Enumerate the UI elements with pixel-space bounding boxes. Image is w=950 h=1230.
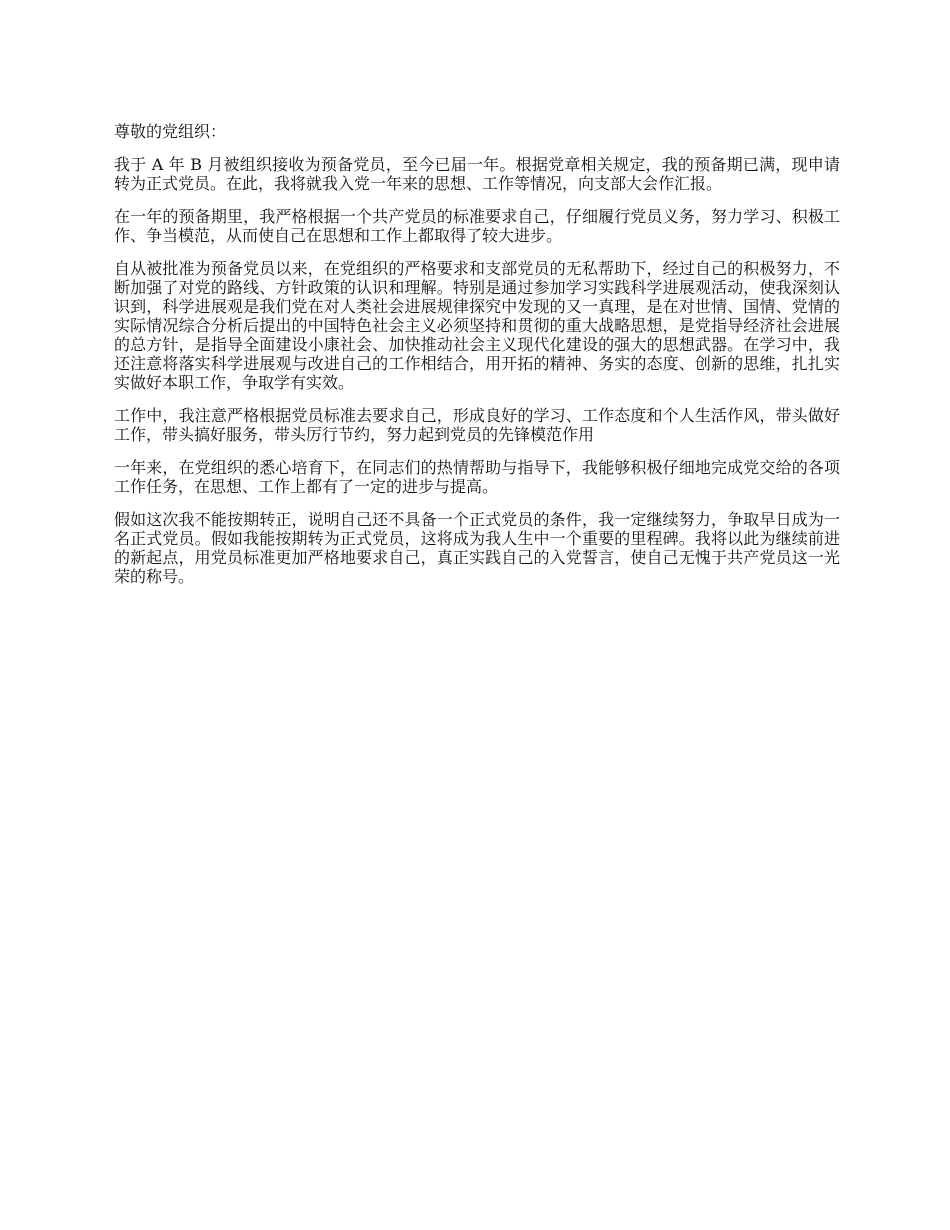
paragraph-1: 我于 A 年 B 月被组织接收为预备党员，至今已届一年。根据党章相关规定，我的预备期已满，现申请转为正式党员。在此，我将就我入党一年来的思想、工作等情况，向支部大会作汇报。 [114,155,840,193]
salutation: 尊敬的党组织： [114,122,227,141]
document-body [114,122,840,600]
paragraph-3: 自从被批准为预备党员以来，在党组织的严格要求和支部党员的无私帮助下，经过自己的积极努力，不断加强了对党的路线、方针政策的认识和理解。特别是通过参加学习实践科学进展观活动，使我深刻认识到，科学进展观是我们党在对人类社会进展规律探究中发现的又一真理，是在对世情、国情、党情的实际情况综合分析后提出的中国特色社会主义必须坚持和贯彻的重大战略思想，是党指导经济社会进展的总方针，是指导全面建设小康社会、加快推动社会主义现代化建设的强大的思想武器。在学习中，我还注意将落实科学进展观与改进自己的工作相结合，用开拓的精神、务实的态度、创新的思维，扎扎实实做好本职工作，争取学有实效。 [114,259,840,392]
paragraph-4: 工作中，我注意严格根据党员标准去要求自己，形成良好的学习、工作态度和个人生活作风，带头做好工作，带头搞好服务，带头厉行节约，努力起到党员的先锋模范作用 [114,406,840,444]
paragraph-2: 在一年的预备期里，我严格根据一个共产党员的标准要求自己，仔细履行党员义务，努力学习、积极工作、争当模范，从而使自己在思想和工作上都取得了较大进步。 [114,207,840,245]
paragraph-6: 假如这次我不能按期转正，说明自己还不具备一个正式党员的条件，我一定继续努力，争取早日成为一名正式党员。假如我能按期转为正式党员，这将成为我人生中一个重要的里程碑。我将以此为继续前进的新起点，用党员标准更加严格地要求自己，真正实践自己的入党誓言，使自己无愧于共产党员这一光荣的称号。 [114,510,840,586]
paragraph-5: 一年来，在党组织的悉心培育下，在同志们的热情帮助与指导下，我能够积极仔细地完成党交给的各项工作任务，在思想、工作上都有了一定的进步与提高。 [114,458,840,496]
